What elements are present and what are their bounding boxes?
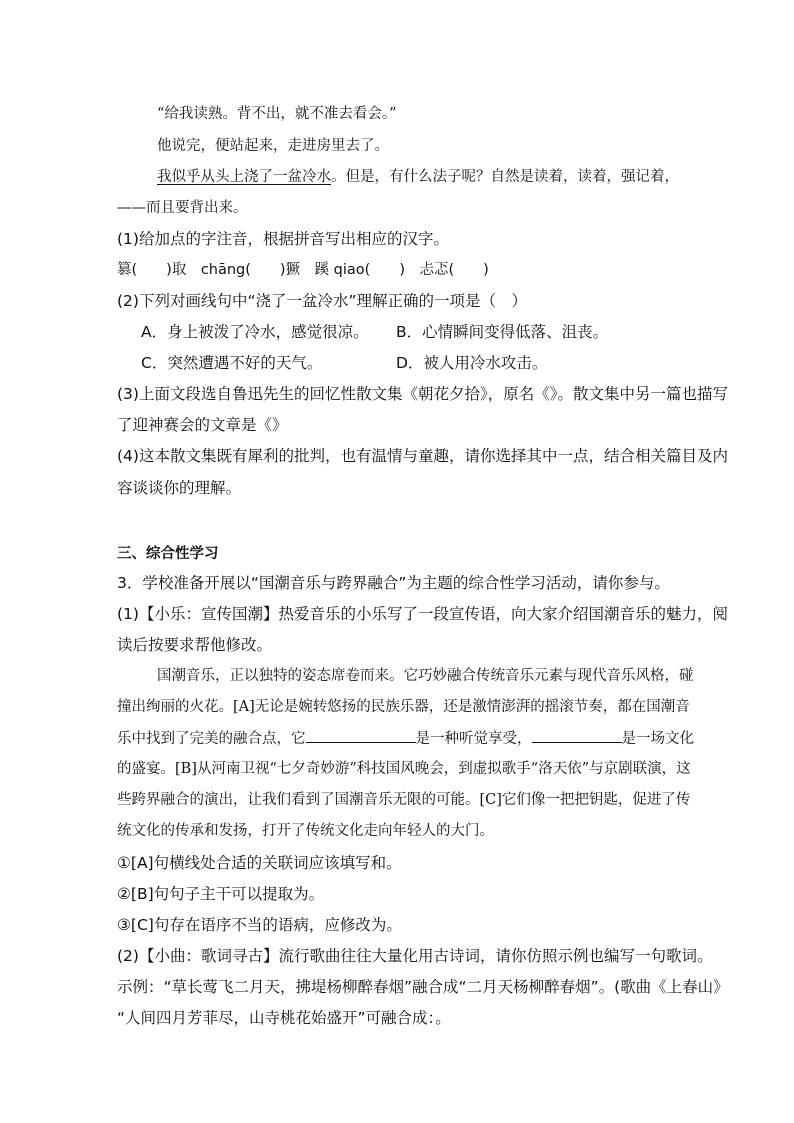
task-2: ②[B]句句子主干可以提取为。	[117, 885, 325, 903]
section-3-intro: 3．学校准备开展以“国潮音乐与跨界融合”为主题的综合性学习活动，请你参与。	[117, 574, 670, 592]
passage-line-1: “给我读熟。背不出，就不准去看会。”	[157, 106, 397, 122]
question-1-answer-line: 篡( )取 chāng( )獗 蹊 qiao( ) 忐忑( )	[117, 262, 489, 278]
option-b: B．心情瞬间变得低落、沮丧。	[396, 323, 609, 341]
sub-question-1-line-2: 读后按要求帮他修改。	[117, 636, 273, 654]
question-4-line-2: 容谈谈你的理解。	[117, 479, 242, 497]
promo-line-6: 统文化的传承和发扬，打开了传统文化走向年轻人的大门。	[117, 823, 494, 839]
fill-blank-2[interactable]	[532, 728, 622, 743]
question-4-line-1: (4)这本散文集既有犀利的批判，也有温情与童趣，请你选择其中一点，结合相关篇目及内	[117, 447, 728, 465]
promo-line-1: 国潮音乐，正以独特的姿态席卷而来。它巧妙融合传统音乐元素与现代音乐风格，碰	[157, 668, 694, 684]
passage-line-2: 他说完，便站起来，走进房里去了。	[157, 138, 389, 154]
option-a: A．身上被泼了冷水，感觉很凉。	[141, 323, 369, 341]
section-heading: 三、综合性学习	[117, 546, 219, 562]
promo-line-4: 的盛宴。[B]从河南卫视“七夕奇妙游”科技国风晚会，到虚拟歌手“洛天依”与京剧联演，这	[117, 761, 691, 777]
sub-question-1-line-1: (1)【小乐：宣传国潮】热爱音乐的小乐写了一段宣传语，向大家介绍国潮音乐的魅力，阅	[117, 605, 728, 623]
promo-line-3-part-c: 是一场文化	[621, 731, 694, 747]
promo-line-5: 些跨界融合的演出，让我们看到了国潮音乐无限的可能。[C]它们像一把把钥匙，促进了传	[117, 792, 691, 808]
task-3: ③[C]句存在语序不当的语病，应修改为。	[117, 916, 402, 934]
promo-line-3-part-a: 乐中找到了完美的融合点，它	[117, 731, 306, 747]
question-2-prompt: (2)下列对画线句中“浇了一盆冷水”理解正确的一项是（ ）	[117, 292, 528, 310]
passage-line-3	[157, 167, 679, 187]
passage-line-4: ——而且要背出来。	[117, 200, 248, 216]
passage-line-3-rest: 。但是，有什么法子呢？自然是读着，读着，强记着，	[331, 169, 679, 185]
underlined-sentence: 我似乎从头上浇了一盆冷水	[157, 169, 331, 185]
promo-line-3-part-b: 是一种听觉享受，	[415, 731, 532, 747]
option-d: D．被人用冷水攻击。	[396, 354, 548, 372]
question-1-prompt: (1)给加点的字注音，根据拼音写出相应的汉字。	[117, 230, 449, 248]
option-c: C．突然遭遇不好的天气。	[141, 354, 323, 372]
question-3-line-1: (3)上面文段选自鲁迅先生的回忆性散文集《朝花夕拾》，原名《》。散文集中另一篇也描写	[117, 385, 728, 403]
sub-question-2: (2)【小曲：歌词寻古】流行歌曲往往大量化用古诗词，请你仿照示例也编写一句歌词。	[117, 947, 713, 965]
promo-line-3	[117, 728, 694, 749]
example-line: 示例：“草长莺飞二月天，拂堤杨柳醉春烟”融合成“二月天杨柳醉春烟”。(歌曲《上春山》	[117, 978, 729, 996]
final-line: “人间四月芳菲尽，山寺桃花始盛开”可融合成：。	[117, 1009, 451, 1027]
question-3-line-2: 了迎神赛会的文章是《》	[117, 416, 288, 434]
promo-line-2: 撞出绚丽的火花。[A]无论是婉转悠扬的民族乐器，还是激情澎湃的摇滚节奏，都在国潮音	[117, 699, 690, 715]
task-1: ①[A]句横线处合适的关联词应该填写和。	[117, 854, 402, 872]
fill-blank-1[interactable]	[306, 728, 416, 743]
